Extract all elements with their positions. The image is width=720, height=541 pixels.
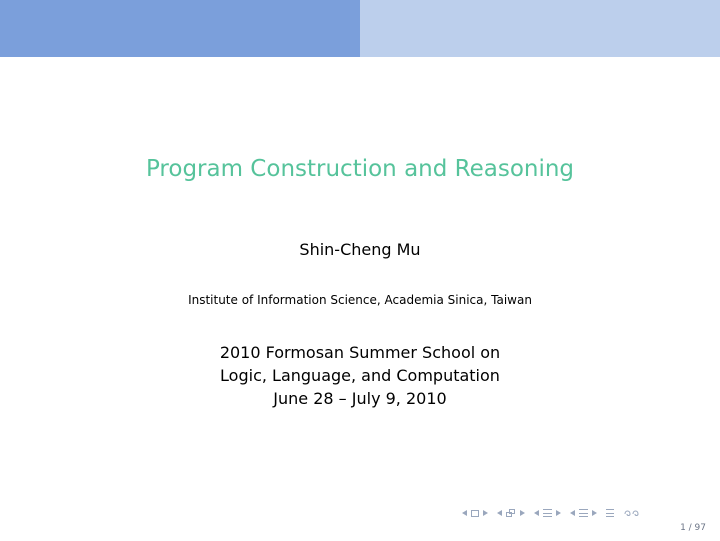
- header-right-band: [360, 0, 720, 57]
- event-line-1: 2010 Formosan Summer School on: [219, 343, 501, 362]
- slide-title: Program Construction and Reasoning: [145, 156, 575, 182]
- event-info: [0, 341, 720, 410]
- next-slide-icon[interactable]: [483, 510, 488, 516]
- slide-nav-icon[interactable]: [462, 510, 488, 517]
- outline-icon[interactable]: [606, 509, 614, 517]
- search-loop-icon: [623, 508, 641, 518]
- event-line-3: June 28 – July 9, 2010: [273, 389, 447, 408]
- header-bar: [0, 0, 720, 57]
- page-number: 1 / 97: [680, 523, 706, 533]
- next-frame-icon[interactable]: [520, 510, 525, 516]
- beamer-navigation: [462, 505, 641, 521]
- frame-nav-icon[interactable]: [497, 509, 525, 518]
- slide-box-icon: [471, 510, 479, 517]
- frame-stack-icon: [506, 509, 516, 518]
- event-line-2: Logic, Language, and Computation: [220, 366, 500, 385]
- header-left-band: [0, 0, 360, 57]
- outline-lines-icon: [606, 509, 614, 517]
- section-lines-icon: [579, 509, 588, 517]
- subsection-nav-icon[interactable]: [534, 509, 561, 517]
- section-nav-icon[interactable]: [570, 509, 597, 517]
- previous-frame-icon[interactable]: [497, 510, 502, 516]
- search-icon[interactable]: [623, 508, 641, 518]
- previous-subsection-icon[interactable]: [534, 510, 539, 516]
- previous-section-icon[interactable]: [570, 510, 575, 516]
- next-subsection-icon[interactable]: [556, 510, 561, 516]
- previous-slide-icon[interactable]: [462, 510, 467, 516]
- author-name: Shin-Cheng Mu: [299, 240, 421, 259]
- institute-name: Institute of Information Science, Academia Sinica, Taiwan: [188, 293, 532, 307]
- next-section-icon[interactable]: [592, 510, 597, 516]
- subsection-lines-icon: [543, 509, 552, 517]
